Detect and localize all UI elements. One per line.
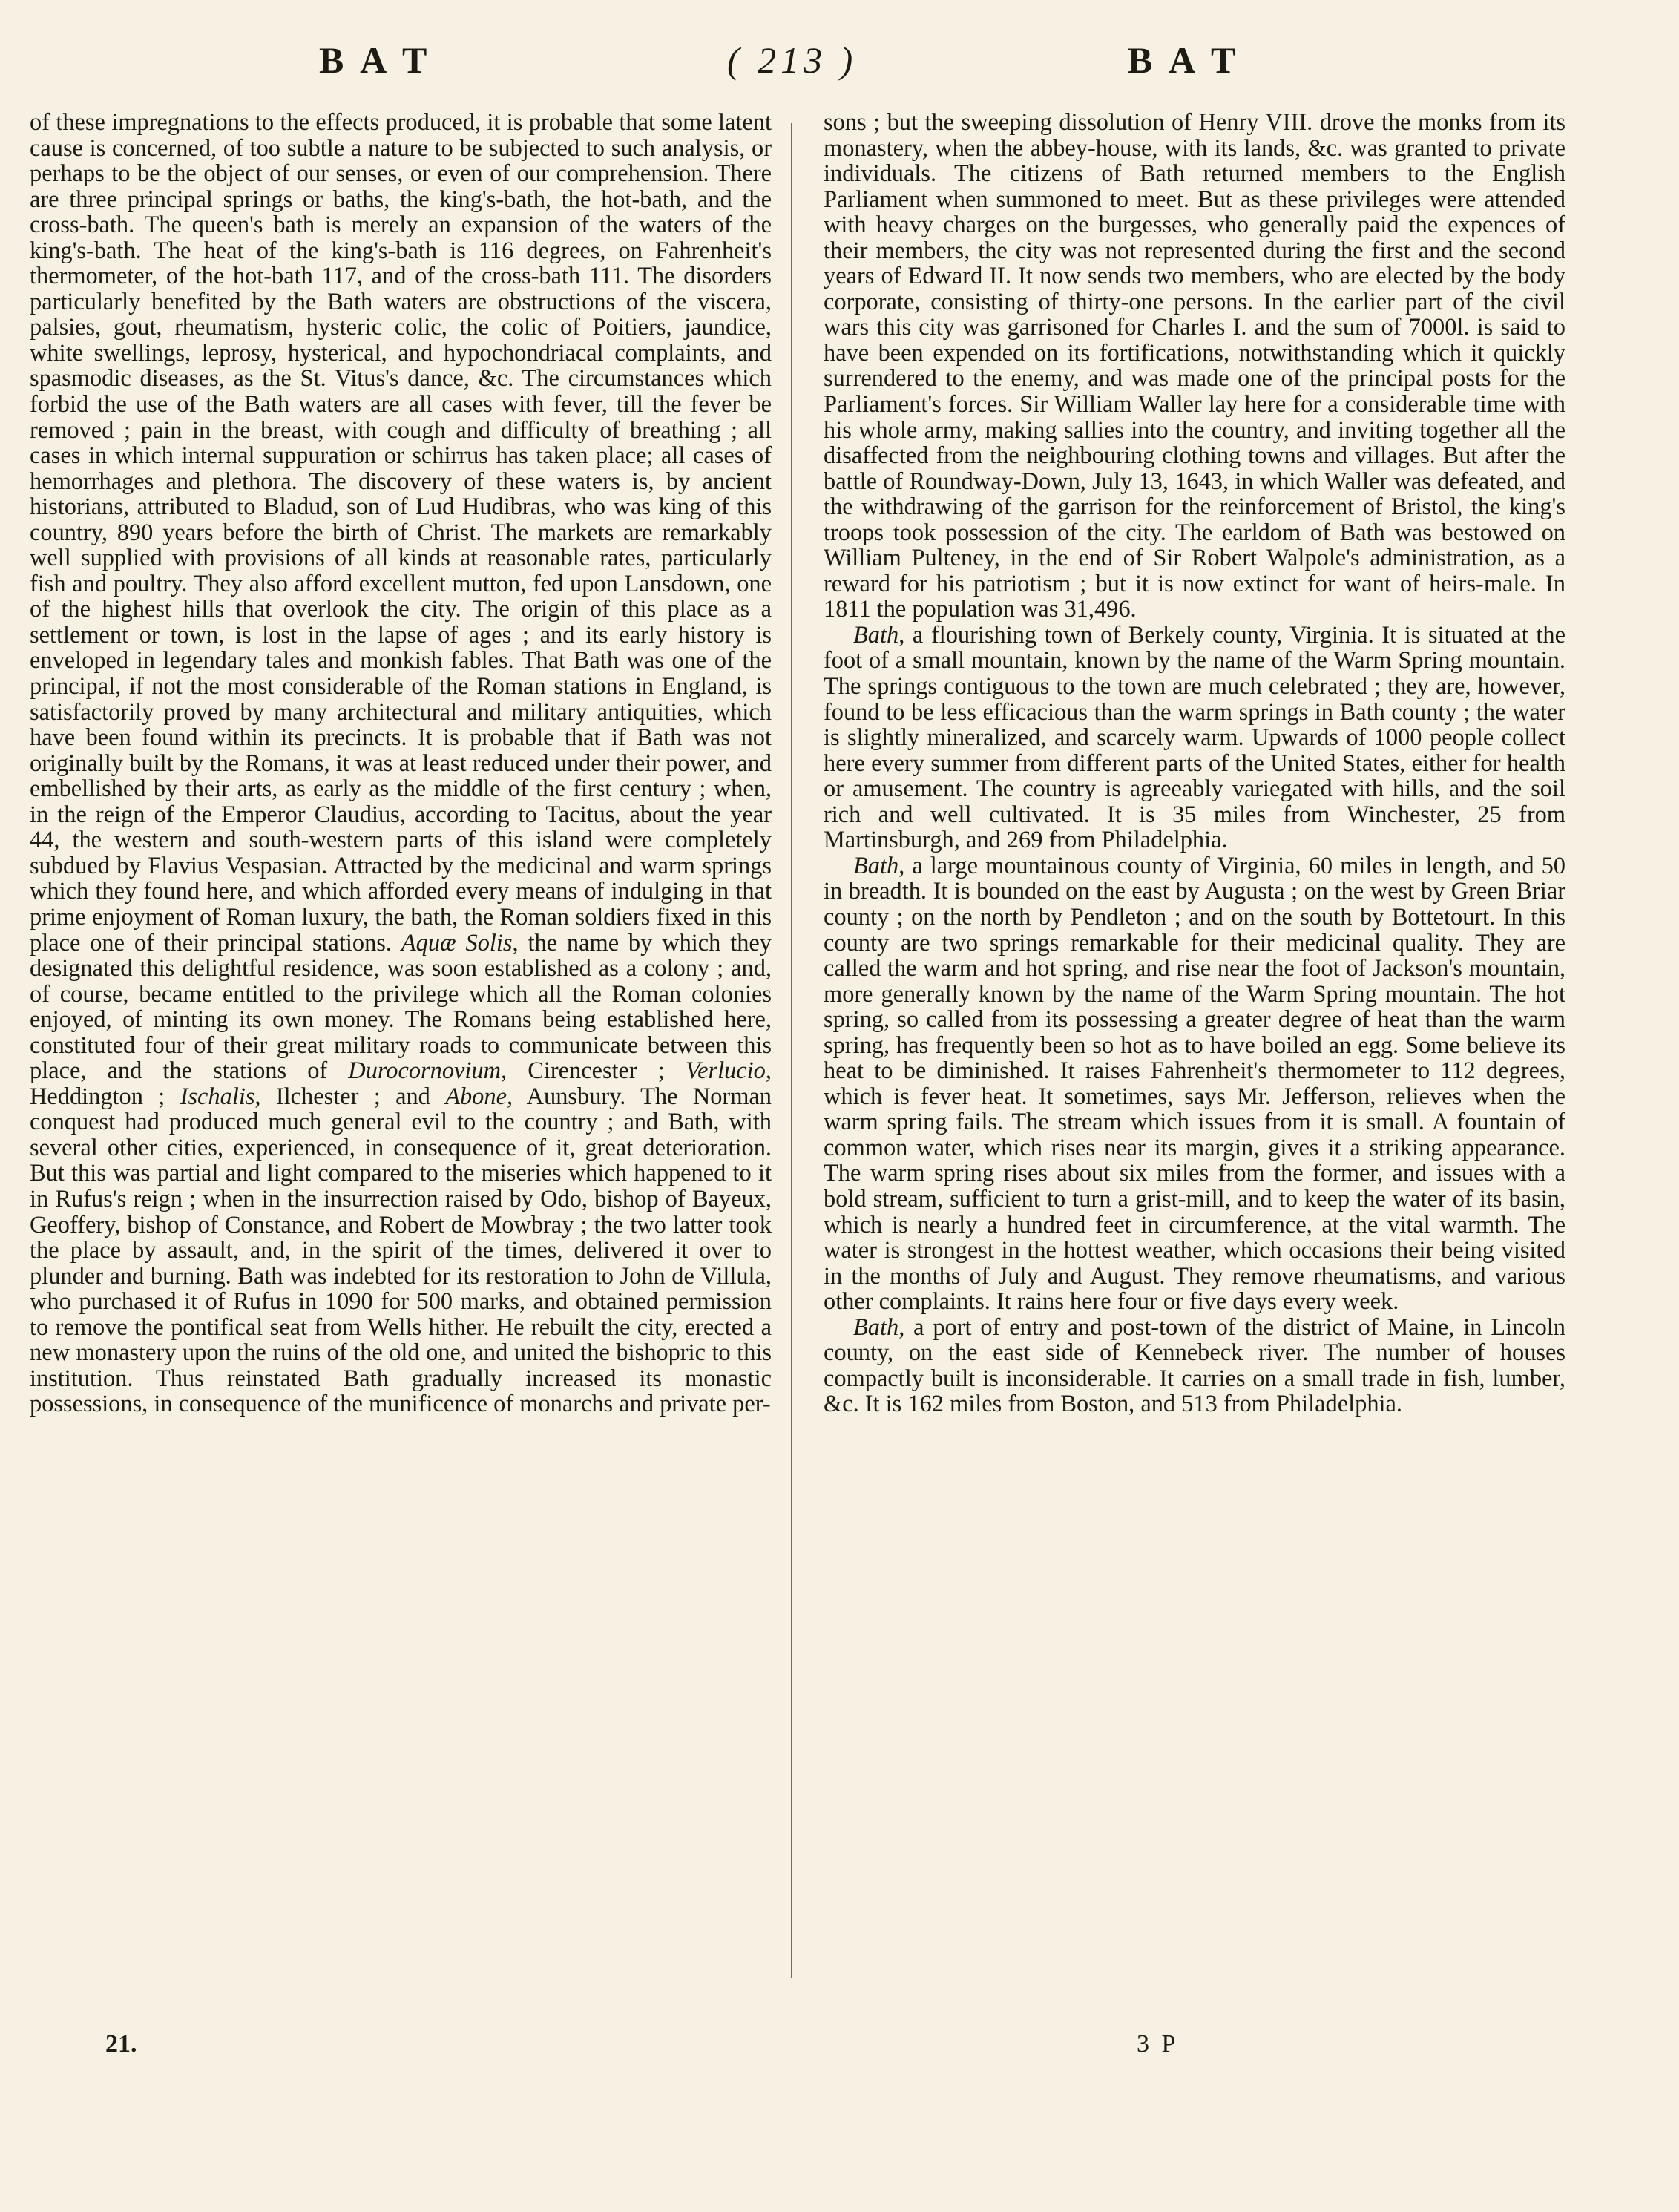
header-right: B A T	[1128, 39, 1241, 81]
page-number: ( 213 )	[727, 39, 858, 81]
text-run: sons ; but the sweeping dissolution of Henry VIII. drove the monks from its monastery, when the abbey-house, with its lands, &c. was granted to private individuals. The citizens of Bath returned members to the English Parliament when summoned to meet. But as these privileges were attended with heavy charges on the burgesses, who generally paid the expences of their members, the city was not represented during the first and the second years of Edward II. It now sends two members, who are elected by the body corporate, consisting of thirty-one persons. In the earlier part of the civil wars this city was garrisoned for Charles I. and the sum of 7000l. is said to have been expended on its fortifications, notwithstanding which it quickly surrendered to the enemy, and was made one of the principal posts for the Parliament's forces. Sir William Waller lay here for a considerable time with his whole army, making sallies into the country, and inviting together all the disaffected from the neighbouring clothing towns and villages. But after the battle of Roundway-Down, July 13, 1643, in which Waller was defeated, and the withdrawing of the garrison for the reinforcement of Bristol, the king's troops took possession of the city. The earldom of Bath was bestowed on William Pulteney, in the end of Sir Robert Walpole's administration, as a reward for his patriotism ; but it is now extinct for want of heirs-male. In 1811 the population was 31,496.	[824, 109, 1565, 623]
entry-bath-county	[824, 853, 1565, 1315]
place-name: Aquæ Solis	[401, 929, 513, 956]
right-column	[824, 110, 1565, 1417]
running-header	[0, 39, 1679, 98]
entry-headword: Bath	[853, 1313, 899, 1341]
text-run: , a port of entry and post-town of the district of Maine, in Lincoln county, on the east side of Kennebeck river. The number of houses compactly built is inconsiderable. It carries on a small trade in fish, lumber, &c. It is 162 miles from Boston, and 513 from Philadelphia.	[824, 1313, 1565, 1418]
entry-headword: Bath	[853, 852, 899, 879]
left-paragraph	[30, 110, 772, 1417]
place-name: Durocornovium	[348, 1057, 502, 1085]
text-run: , a large mountainous county of Virginia, 60 miles in length, and 50 in breadth. It is bounded on the east by Augusta ; on the west by Green Briar county ; on the north by Pendleton ; and on the south by Bottetourt. In this county are two springs remarkable for their medicinal quality. They are called the warm and hot spring, and rise near the foot of Jackson's mountain, more generally known by the name of the Warm Spring mountain. The hot spring, so called from its possessing a greater degree of heat than the warm spring, has frequently been so hot as to have boiled an egg. Some believe its heat to be diminished. It raises Fahrenheit's thermometer to 112 degrees, which is fever heat. It sometimes, says Mr. Jefferson, relieves when the warm spring fails. The stream which issues from it is small. A fountain of common water, which rises near its margin, gives it a striking appearance. The warm spring rises about six miles from the former, and issues with a bold stream, sufficient to turn a grist-mill, and to keep the water of its basin, which is nearly a hundred feet in circumference, at the vital warmth. The water is strongest in the hottest weather, which occasions their being visited in the months of July and August. They remove rheumatisms, and various other complaints. It rains here four or five days every week.	[824, 852, 1565, 1316]
column-divider	[791, 123, 792, 1978]
entry-bath-maine	[824, 1315, 1565, 1417]
place-name: Ischalis	[180, 1083, 255, 1110]
text-run: , the name by which they designated this delightful residence, was soon established as a colony ; and, of course, became entitled to the privilege which all the Roman colonies enjoyed, of minting its own money. The Romans being established here, constituted four of their great military roads to communicate between this place, and the stations of	[30, 929, 772, 1085]
text-run: , a flourishing town of Berkely county, Virginia. It is situated at the foot of a small mountain, known by the name of the Warm Spring mountain. The springs contiguous to the town are much celebrated ; they are, however, found to be less efficacious than the warm springs in Bath county ; the water is slightly mineralized, and scarcely warm. Upwards of 1000 people collect here every summer from different parts of the United States, either for health or amusement. The country is agreeably variegated with hills, and the soil rich and well cultivated. It is 35 miles from Winchester, 25 from Martinsburgh, and 269 from Philadelphia.	[824, 621, 1565, 854]
signature-mark-right: 3 P	[1137, 2030, 1179, 2058]
header-left: B A T	[319, 39, 432, 81]
text-run: of these impregnations to the effects produced, it is probable that some latent cause is concerned, of too subtle a nature to be subjected to such analysis, or perhaps to be the object of our senses, or even of our comprehension. There are three principal springs or baths, the king's-bath, the hot-bath, and the cross-bath. The queen's bath is merely an expansion of the waters of the king's-bath. The heat of the king's-bath is 116 degrees, on Fahrenheit's thermometer, of the hot-bath 117, and of the cross-bath 111. The disorders particularly benefited by the Bath waters are obstructions of the viscera, palsies, gout, rheumatism, hysteric colic, the colic of Poitiers, jaundice, white swellings, leprosy, hysterical, and hypochondriacal complaints, and spasmodic diseases, as the St. Vitus's dance, &c. The circumstances which forbid the use of the Bath waters are all cases with fever, till the fever be removed ; pain in the breast, with cough and difficulty of breathing ; all cases in which internal suppuration or schirrus has taken place; all cases of hemorrhages and plethora. The discovery of these waters is, by ancient historians, attributed to Bladud, son of Lud Hudibras, who was king of this country, 890 years before the birth of Christ. The markets are remarkably well supplied with provisions of all kinds at reasonable rates, particularly fish and poultry. They also afford excellent mutton, fed upon Lansdown, one of the highest hills that overlook the city. The origin of this place as a settlement or town, is lost in the lapse of ages ; and its early history is enveloped in legendary tales and monkish fables. That Bath was one of the principal, if not the most considerable of the Roman stations in England, is satisfactorily proved by many architectural and military antiquities, which have been found within its precincts. It is probable that if Bath was not originally built by the Romans, it was at least reduced under their power, and embellished by their arts, as early as the middle of the first century ; when, in the reign of the Emperor Claudius, according to Tacitus, about the year 44, the western and south-western parts of this island were completely subdued by Flavius Vespasian. Attracted by the medicinal and warm springs which they found here, and which afforded every means of indulging in that prime enjoyment of Roman luxury, the bath, the Roman soldiers fixed in this place one of their principal stations.	[30, 109, 772, 956]
text-run: , Heddington ;	[30, 1057, 772, 1110]
left-column	[30, 110, 772, 1417]
place-name: Verlucio	[685, 1057, 766, 1085]
place-name: Abone	[445, 1083, 507, 1110]
signature-mark-left: 21.	[105, 2030, 137, 2058]
text-run: , Aunsbury. The Norman conquest had produced much general evil to the country ; and Bath, with several other cities, experienced, in consequence of it, great deterioration. But this was partial and light compared to the miseries which happened to it in Rufus's reign ; when in the insurrection raised by Odo, bishop of Bayeux, Geoffery, bishop of Constance, and Robert de Mowbray ; the two latter took the place by assault, and, in the spirit of the times, delivered it over to plunder and burning. Bath was indebted for its restoration to John de Villula, who purchased it of Rufus in 1090 for 500 marks, and obtained permission to remove the pontifical seat from Wells hither. He rebuilt the city, erected a new monastery upon the ruins of the old one, and united the bishopric to this institution. Thus reinstated Bath gradually increased its monastic possessions, in consequence of the munificence of monarchs and private per-	[30, 1083, 772, 1418]
entry-bath-berkely	[824, 623, 1565, 853]
entry-headword: Bath	[853, 621, 899, 649]
text-run: , Ilchester ; and	[254, 1083, 446, 1110]
text-run: , Cirencester ;	[501, 1057, 686, 1085]
right-paragraph-continuation	[824, 110, 1565, 623]
